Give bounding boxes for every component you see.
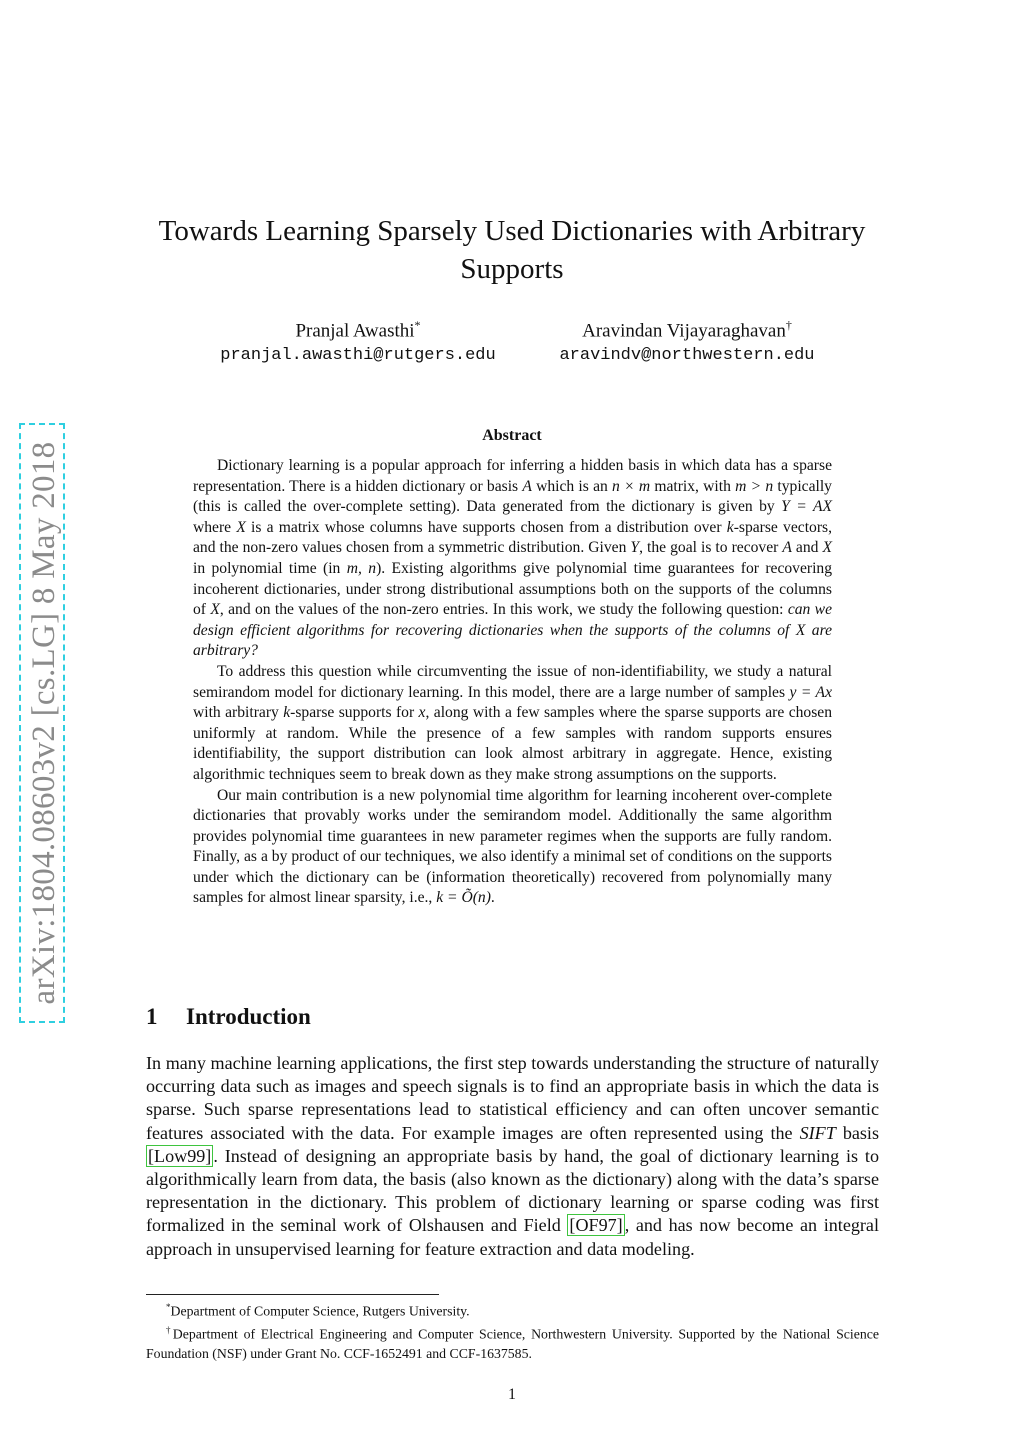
abstract-paragraph-3: Our main contribution is a new polynomial time algorithm for learning incoherent over-complete dictionaries that provably works under the semirandom model. Additionally the same algorithm provides polynomial time guarantees in new parameter regimes when the supports are fully random. Finally, as a by product of our techniques, we also identify a minimal set of conditions on the supports under which the dictionary can be (information theoretically) recovered from polynomially many samples for almost linear sparsity, i.e., k = Õ(n). (193, 786, 832, 907)
citation-of97[interactable]: [OF97] (569, 1215, 623, 1236)
section-heading-introduction (146, 1004, 886, 1030)
author-1-email[interactable]: pranjal.awasthi@rutgers.edu (220, 346, 496, 366)
author-1-mark: * (414, 318, 421, 332)
arxiv-stamp-text: arXiv:1804.08603v2 [cs.LG] 8 May 2018 (19, 423, 65, 1023)
footnote-divider (146, 1294, 439, 1295)
section-title: Introduction (186, 1004, 311, 1029)
citation-low99[interactable]: [Low99] (148, 1145, 212, 1166)
footnotes (146, 1298, 879, 1364)
paper-title: Towards Learning Sparsely Used Dictionaries with Arbitrary Supports (158, 215, 866, 285)
abstract-body (193, 456, 832, 909)
abstract-paragraph-1: Dictionary learning is a popular approach for inferring a hidden basis in which data has a sparse representation. There is a hidden dictionary or basis A which is an n × m matrix, with m > n typically (this is called the over-complete setting). Data generated from the dictionary is given by Y = AX where X is a matrix whose columns have supports chosen from a distribution over k-sparse vectors, and the non-zero values chosen from a symmetric distribution. Given Y, the goal is to recover A and X in polynomial time (in m, n). Existing algorithms give polynomial time guarantees for recovering incoherent dictionaries, under strong distributional assumptions both on the supports of the columns of X, and on the values of the non-zero entries. In this work, we study the following question: can we design efficient algorithms for recovering dictionaries when the supports of the columns of X are arbitrary? (193, 457, 833, 660)
footnote-1: *Department of Computer Science, Rutgers University. (166, 1302, 470, 1319)
page-number: 1 (508, 1386, 516, 1403)
author-2-name: Aravindan Vijayaraghavan (582, 320, 786, 342)
author-2 (532, 312, 842, 368)
abstract-paragraph-2: To address this question while circumventing the issue of non-identifiability, we study a natural semirandom model for dictionary learning. In this model, there are a large number of samples y = Ax with arbitrary k-sparse supports for x, along with a few samples where the sparse supports are chosen uniformly at random. While the presence of a few samples with random supports ensures identifiability, the support distribution can look almost arbitrary in aggregate. Hence, existing algorithmic techniques seem to break down as they make strong assumptions on the supports. (193, 662, 833, 783)
intro-paragraph: In many machine learning applications, the first step towards understanding the structure of naturally occurring data such as images and speech signals is to find an appropriate basis in which the data is sparse. Such sparse representations lead to statistical efficiency and can often uncover semantic features associated with the data. For example images are often represented using the SIFT basis [Low99] . Instead of designing an appropriate basis by hand, the goal of dictionary learning is to algorithmically learn from data, the basis (also known as the dictionary) along with the data’s sparse representation in the dictionary. This problem of dictionary learning or sparse coding was first formalized in the seminal work of Olshausen and Field [OF97] , and has now become an integral approach in unsupervised learning for feature extraction and data modeling. (146, 1053, 879, 1259)
author-1-name: Pranjal Awasthi (295, 320, 415, 342)
abstract-heading: Abstract (482, 427, 542, 444)
author-1 (208, 312, 508, 368)
section-number: 1 (146, 1004, 158, 1029)
research-question: can we design efficient algorithms for recovering dictionaries when the supports of the columns of X are arbitrary? (193, 601, 833, 660)
footnote-2: †Department of Electrical Engineering and Computer Science, Northwestern University. Supported by the National Science Foundation (NSF) under Grant No. CCF-1652491 and CCF-1637585. (146, 1325, 880, 1362)
author-2-mark: † (785, 318, 792, 332)
author-2-email[interactable]: aravindv@northwestern.edu (559, 346, 815, 366)
